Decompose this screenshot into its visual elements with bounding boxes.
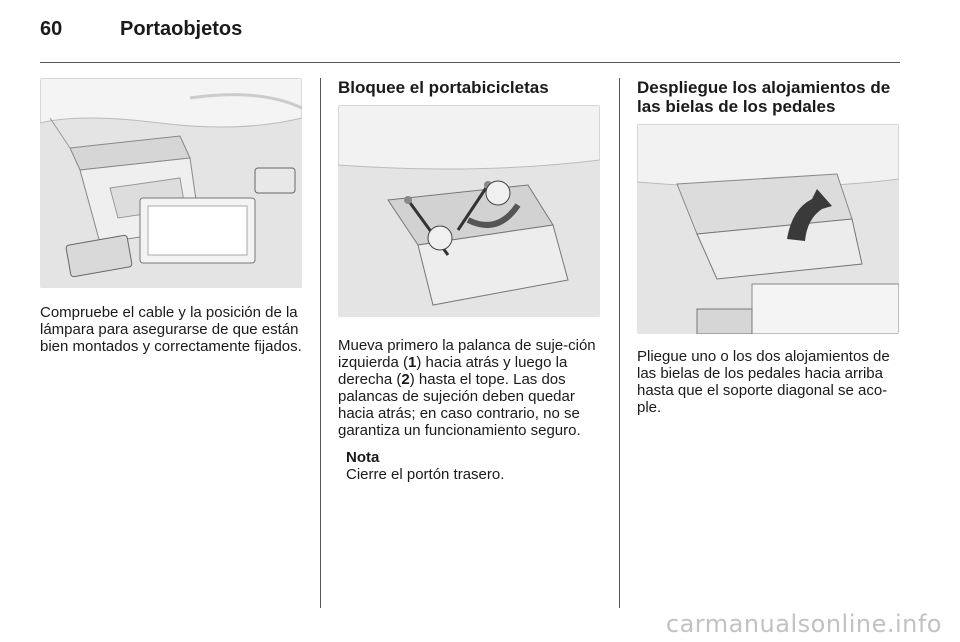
lock-text-a: Mueva primero la palanca de suje-ción izquierda (	[338, 337, 596, 371]
bike-carrier-lamp-illustration	[40, 78, 302, 288]
locking-levers-illustration	[338, 105, 600, 317]
lock-text-b: ) hacia atrás y luego la derecha (	[338, 354, 568, 388]
note-text: Cierre el portón trasero.	[346, 466, 505, 483]
column-pedal-holders	[637, 78, 899, 416]
lamp-check-text: Compruebe el cable y la posición de la lámpara para asegurarse de que están bien montados y correctamente fijados.	[40, 304, 302, 355]
column-lock-carrier	[338, 78, 600, 483]
note-title: Nota	[346, 449, 380, 466]
pedal-instructions-text: Pliegue uno o los dos alojamientos de las bielas de los pedales hacia arriba hasta que el soporte diagonal se aco-ple.	[637, 348, 890, 416]
lock-text-c: ) hasta el tope. Las dos palancas de sujeción deben quedar hacia atrás; en caso contrario, no se garantiza un funcionamiento seguro.	[338, 371, 581, 439]
column-lamp-check	[40, 78, 302, 355]
lever-ref-2: 2	[401, 371, 410, 388]
section-heading-lock: Bloquee el portabicicletas	[338, 78, 549, 97]
page-title: Portaobjetos	[120, 18, 243, 40]
page-number: 60	[40, 18, 63, 40]
header-rule	[40, 62, 900, 63]
section-heading-pedals: Despliegue los alojamientos de las bielas de los pedales	[637, 78, 891, 116]
pedal-crank-holder-illustration	[637, 124, 899, 334]
lock-instructions-text	[338, 337, 600, 439]
watermark: carmanualsonline.info	[665, 610, 942, 638]
lever-ref-1: 1	[408, 354, 417, 371]
note-block	[346, 449, 600, 483]
column-divider-2	[619, 78, 620, 608]
column-divider-1	[320, 78, 321, 608]
